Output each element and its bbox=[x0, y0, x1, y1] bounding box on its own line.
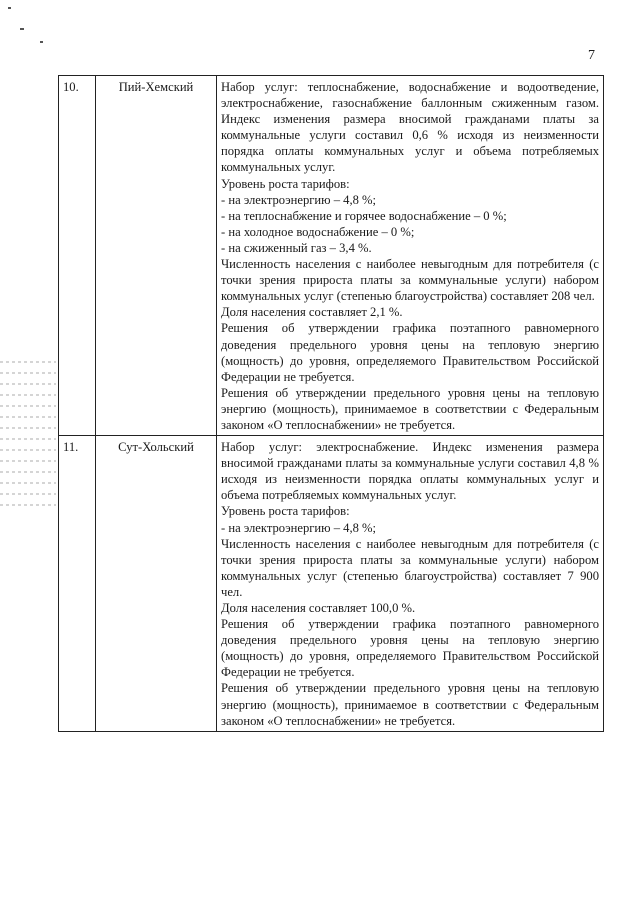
tariff-table bbox=[58, 75, 604, 732]
district-name: Пий-Хемский bbox=[96, 76, 217, 436]
paragraph: Численность населения с наиболее невыгодным для потребителя (с точки зрения прироста платы за коммунальные услуги) набором коммунальных услуг (степенью благоустройства) составляет 208 чел. bbox=[221, 257, 599, 304]
table-row bbox=[59, 436, 604, 732]
paragraph: Набор услуг: теплоснабжение, водоснабжение и водоотведение, электроснабжение, газоснабжение баллонным сжиженным газом. Индекс изменения размера вносимой гражданами платы за коммунальные услуги составил 0,6 % исходя из неизменности порядка оплаты коммунальных услуг и объема потребляемых коммунальных услуг. bbox=[221, 80, 599, 175]
paragraph: - на холодное водоснабжение – 0 %; bbox=[221, 224, 415, 239]
scan-speck bbox=[40, 41, 43, 43]
scan-speck bbox=[8, 7, 11, 9]
paragraph: Уровень роста тарифов: bbox=[221, 504, 350, 519]
paragraph: - на теплоснабжение и горячее водоснабжение – 0 %; bbox=[221, 208, 507, 223]
row-number: 10. bbox=[59, 76, 96, 436]
table-row bbox=[59, 76, 604, 436]
paragraph: Решения об утверждении графика поэтапного равномерного доведения предельного уровня цены на тепловую энергию (мощность) до уровня, определяемого Правительством Российской Федерации не требуется. bbox=[221, 321, 599, 384]
paragraph: - на электроэнергию – 4,8 %; bbox=[221, 192, 377, 207]
paragraph: - на электроэнергию – 4,8 %; bbox=[221, 520, 377, 535]
paragraph: Решения об утверждении предельного уровня цены на тепловую энергию (мощность), принимаемое в соответствии с Федеральным законом «О теплоснабжении» не требуется. bbox=[221, 681, 599, 728]
row-number: 11. bbox=[59, 436, 96, 732]
district-name: Сут-Хольский bbox=[96, 436, 217, 732]
bleed-through-marks bbox=[0, 352, 56, 512]
paragraph: Решения об утверждении предельного уровня цены на тепловую энергию (мощность), принимаемое в соответствии с Федеральным законом «О теплоснабжении» не требуется. bbox=[221, 385, 599, 432]
paragraph: Уровень роста тарифов: bbox=[221, 176, 350, 191]
row-description bbox=[217, 76, 604, 436]
paragraph: Доля населения составляет 100,0 %. bbox=[221, 601, 416, 615]
scan-speck bbox=[20, 28, 24, 30]
row-description bbox=[217, 436, 604, 732]
paragraph: Решения об утверждении графика поэтапного равномерного доведения предельного уровня цены на тепловую энергию (мощность) до уровня, определяемого Правительством Российской Федерации не требуется. bbox=[221, 617, 599, 680]
paragraph: Набор услуг: электроснабжение. Индекс изменения размера вносимой гражданами платы за коммунальные услуги составил 4,8 % исходя из неизменности порядка оплаты коммунальных услуг и объема потребляемых коммунальных услуг. bbox=[221, 440, 599, 503]
paragraph: Доля населения составляет 2,1 %. bbox=[221, 305, 403, 320]
paragraph: Численность населения с наиболее невыгодным для потребителя (с точки зрения прироста платы за коммунальные услуги) набором коммунальных услуг (степенью благоустройства) составляет 7 900 чел. bbox=[221, 536, 599, 599]
page-number: 7 bbox=[588, 48, 595, 63]
paragraph: - на сжиженный газ – 3,4 %. bbox=[221, 240, 372, 255]
